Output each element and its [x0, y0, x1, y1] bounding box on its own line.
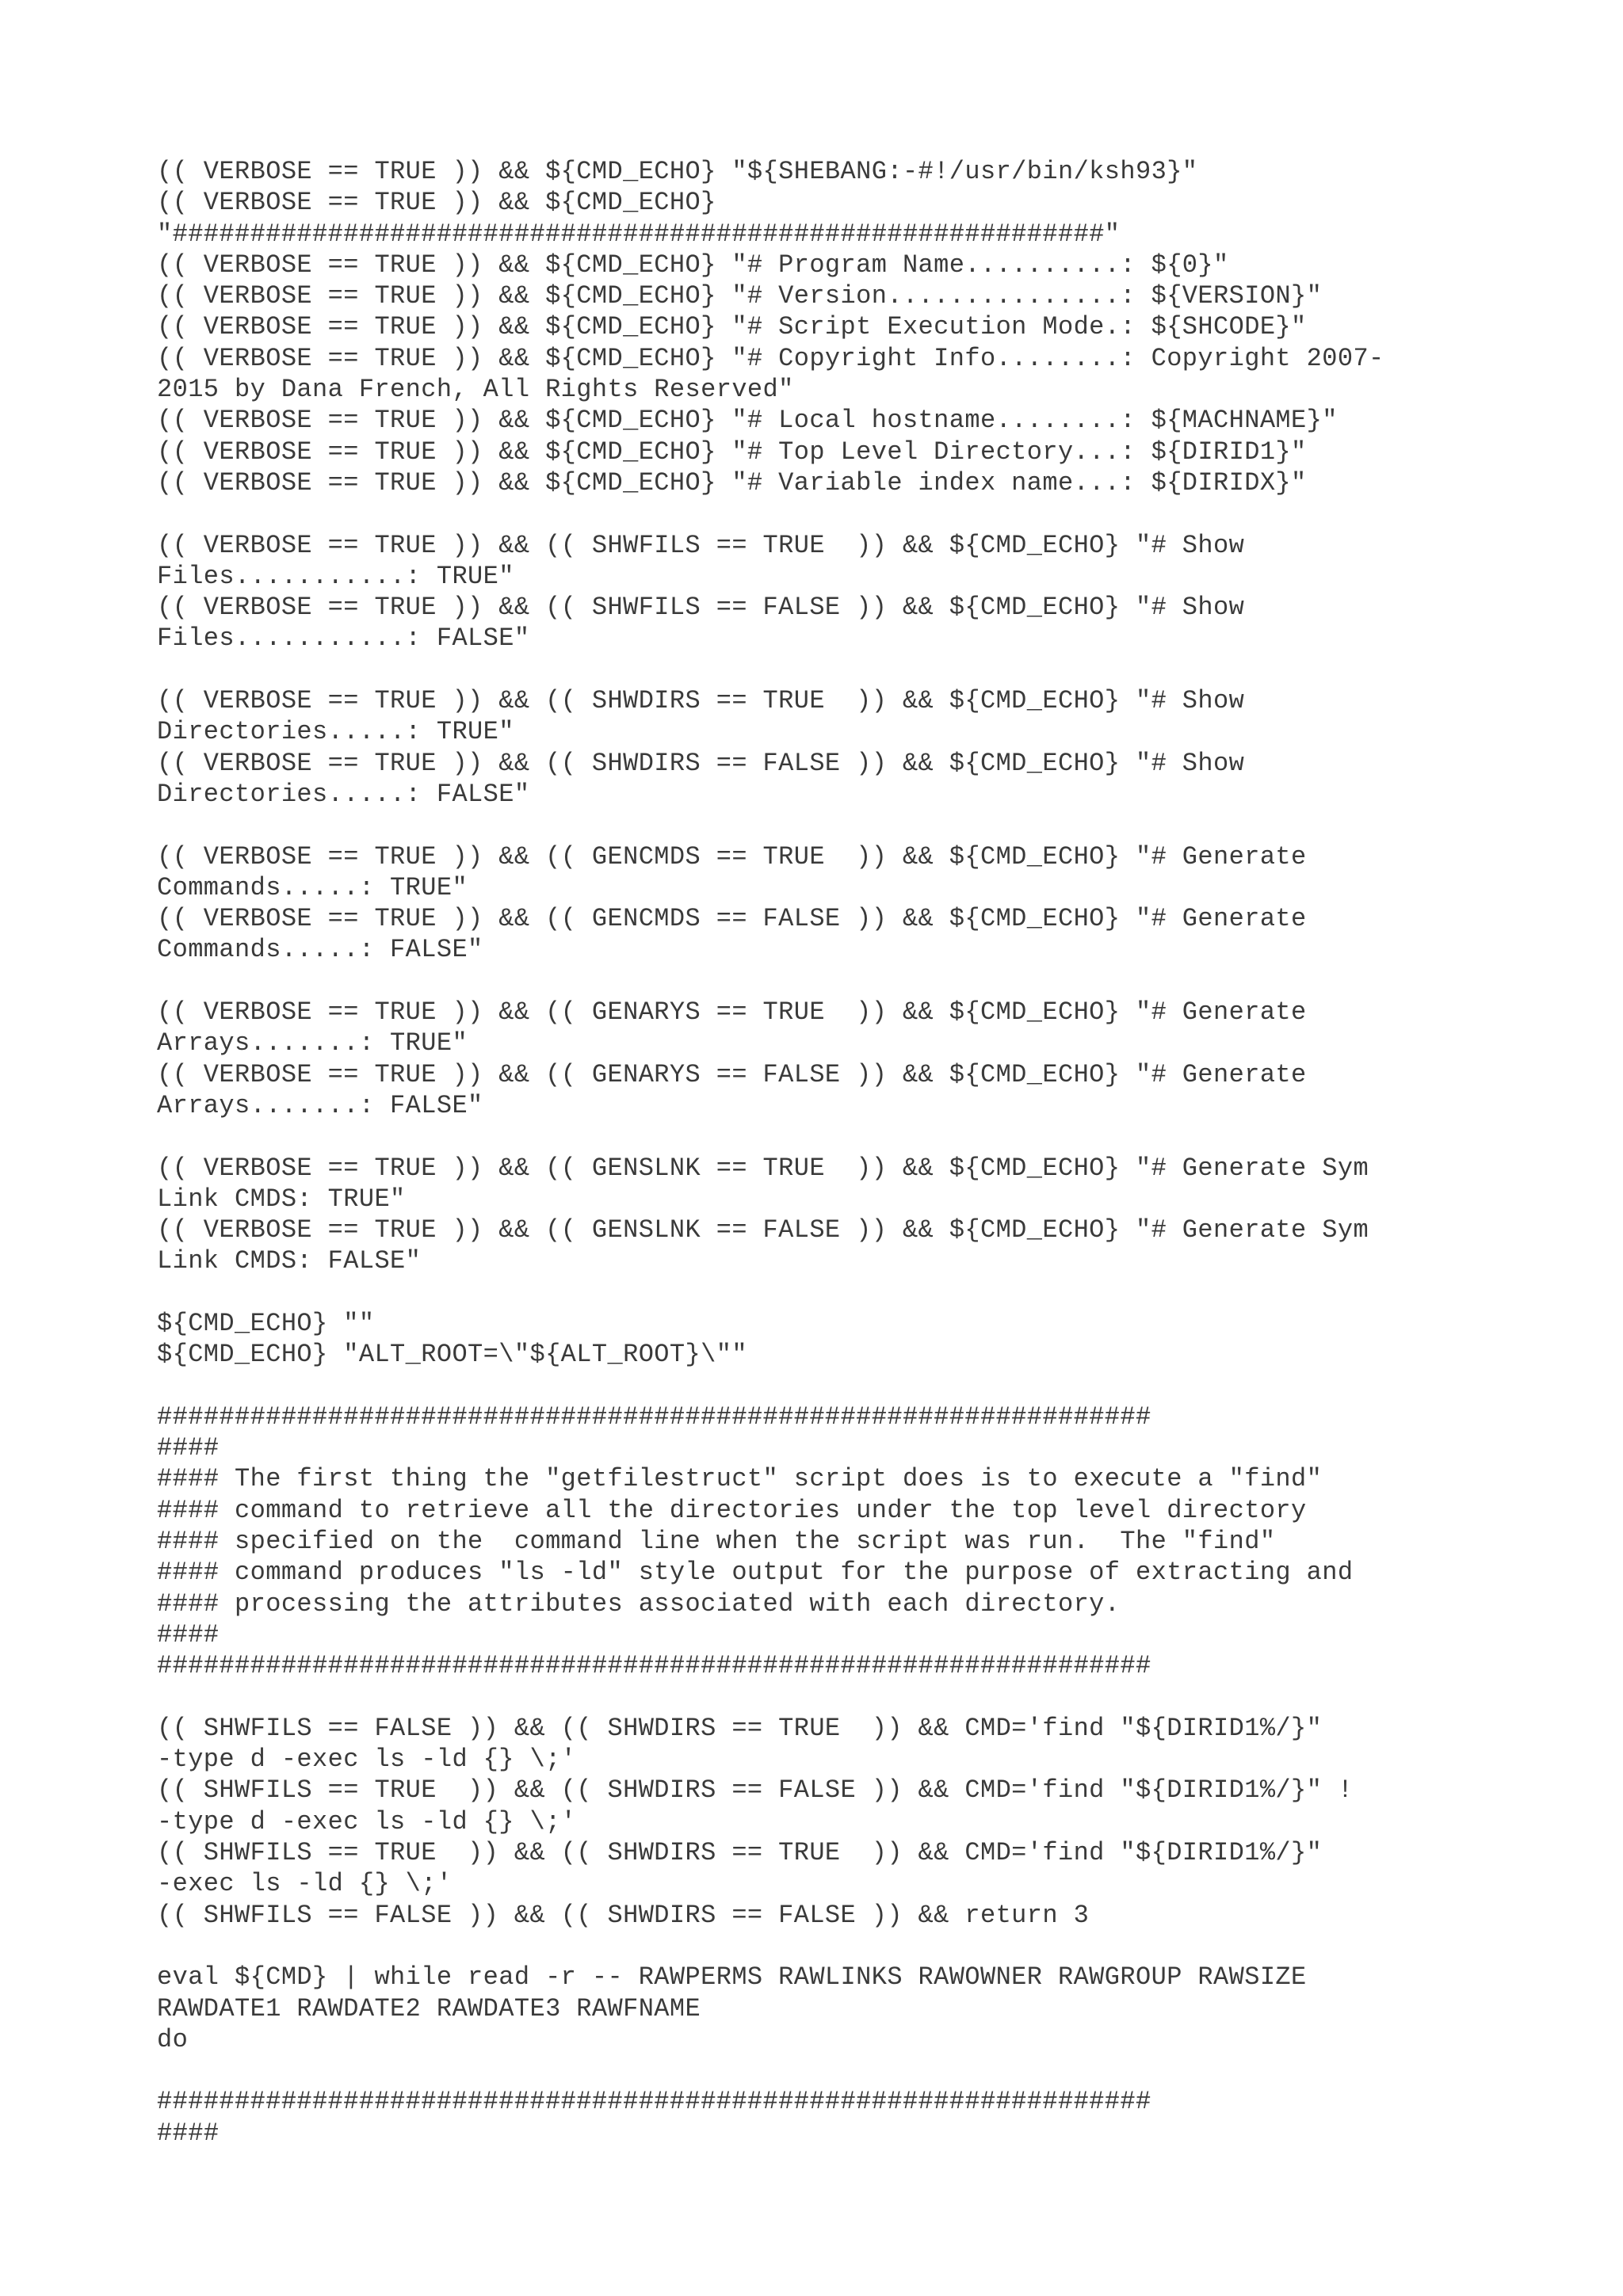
code-line: Directories.....: TRUE": [157, 717, 514, 747]
code-line: do: [157, 2024, 189, 2054]
code-line: Directories.....: FALSE": [157, 779, 530, 809]
code-line: #### specified on the command line when the script was run. The "find": [157, 1527, 1276, 1557]
code-line: #### processing the attributes associated with each directory.: [157, 1589, 1121, 1619]
code-line: [157, 810, 1488, 841]
code-line: #### command to retrieve all the directories under the top level directory: [157, 1495, 1307, 1525]
code-line: ####: [157, 2118, 220, 2148]
code-line: ####: [157, 1619, 220, 1650]
code-line: [157, 498, 1488, 529]
code-line: Link CMDS: TRUE": [157, 1184, 406, 1214]
code-line: Link CMDS: FALSE": [157, 1246, 422, 1276]
code-line: [157, 1682, 1488, 1713]
code-line: RAWDATE1 RAWDATE2 RAWDATE3 RAWFNAME: [157, 1993, 701, 2023]
code-line: ################################################################: [157, 1402, 1151, 1432]
code-line: (( SHWFILS == TRUE )) && (( SHWDIRS == TRUE )) && CMD='find "${DIRID1%/}": [157, 1838, 1323, 1868]
code-line: Files...........: FALSE": [157, 624, 530, 654]
code-line: [157, 1277, 1488, 1308]
code-line: ${CMD_ECHO} "ALT_ROOT=\"${ALT_ROOT}\"": [157, 1340, 747, 1370]
code-line: (( VERBOSE == TRUE )) && (( GENARYS == TRUE )) && ${CMD_ECHO} "# Generate: [157, 997, 1307, 1028]
code-line: (( VERBOSE == TRUE )) && (( GENCMDS == TRUE )) && ${CMD_ECHO} "# Generate: [157, 841, 1307, 871]
code-line: (( VERBOSE == TRUE )) && ${CMD_ECHO} "${SHEBANG:-#!/usr/bin/ksh93}": [157, 157, 1198, 186]
code-line: ${CMD_ECHO} "": [157, 1308, 375, 1338]
code-line: [157, 1121, 1488, 1152]
code-line: (( SHWFILS == FALSE )) && (( SHWDIRS == FALSE )) && return 3: [157, 1900, 1090, 1930]
code-line: #### The first thing the "getfilestruct" script does is to execute a "find": [157, 1464, 1323, 1494]
code-line: (( VERBOSE == TRUE )) && (( SHWFILS == TRUE )) && ${CMD_ECHO} "# Show: [157, 530, 1245, 560]
code-line: (( VERBOSE == TRUE )) && (( GENSLNK == TRUE )) && ${CMD_ECHO} "# Generate Sym: [157, 1153, 1369, 1183]
code-line: Arrays.......: FALSE": [157, 1090, 483, 1120]
code-line: 2015 by Dana French, All Rights Reserved": [157, 375, 794, 405]
code-line: (( VERBOSE == TRUE )) && ${CMD_ECHO} "# Script Execution Mode.: ${SHCODE}": [157, 312, 1307, 342]
code-line: [157, 1931, 1488, 1962]
code-line: Commands.....: FALSE": [157, 935, 483, 965]
code-line: Files...........: TRUE": [157, 561, 514, 591]
code-line: [157, 1371, 1488, 1402]
code-line: (( VERBOSE == TRUE )) && ${CMD_ECHO} "# Copyright Info........: Copyright 2007-: [157, 343, 1384, 373]
code-line: ################################################################: [157, 1651, 1151, 1681]
code-line: (( VERBOSE == TRUE )) && ${CMD_ECHO} "# Version...............: ${VERSION}": [157, 281, 1323, 311]
code-line: [157, 654, 1488, 685]
code-line: (( VERBOSE == TRUE )) && (( GENSLNK == FALSE )) && ${CMD_ECHO} "# Generate Sym: [157, 1215, 1369, 1245]
code-line: (( VERBOSE == TRUE )) && (( SHWDIRS == FALSE )) && ${CMD_ECHO} "# Show: [157, 748, 1245, 778]
code-line: ####: [157, 1433, 220, 1463]
code-line: (( SHWFILS == FALSE )) && (( SHWDIRS == TRUE )) && CMD='find "${DIRID1%/}": [157, 1713, 1323, 1743]
code-line: ################################################################: [157, 2087, 1151, 2117]
code-line: (( VERBOSE == TRUE )) && (( SHWDIRS == TRUE )) && ${CMD_ECHO} "# Show: [157, 686, 1245, 716]
code-line: (( VERBOSE == TRUE )) && ${CMD_ECHO}: [157, 188, 716, 218]
code-line: (( VERBOSE == TRUE )) && (( GENCMDS == FALSE )) && ${CMD_ECHO} "# Generate: [157, 904, 1307, 934]
code-line: "############################################################": [157, 219, 1121, 249]
code-line: (( VERBOSE == TRUE )) && (( SHWFILS == FALSE )) && ${CMD_ECHO} "# Show: [157, 593, 1245, 623]
code-line: -type d -exec ls -ld {} \;': [157, 1806, 577, 1836]
code-line: -exec ls -ld {} \;': [157, 1869, 453, 1899]
code-line: (( VERBOSE == TRUE )) && ${CMD_ECHO} "# Top Level Directory...: ${DIRID1}": [157, 437, 1307, 467]
code-line: [157, 2055, 1488, 2086]
code-line: (( SHWFILS == TRUE )) && (( SHWDIRS == FALSE )) && CMD='find "${DIRID1%/}" !: [157, 1775, 1354, 1806]
code-line: eval ${CMD} | while read -r -- RAWPERMS RAWLINKS RAWOWNER RAWGROUP RAWSIZE: [157, 1962, 1307, 1993]
code-line: [157, 966, 1488, 997]
code-line: #### command produces "ls -ld" style output for the purpose of extracting and: [157, 1558, 1354, 1588]
code-line: (( VERBOSE == TRUE )) && ${CMD_ECHO} "# Variable index name...: ${DIRIDX}": [157, 467, 1307, 498]
code-line: Arrays.......: TRUE": [157, 1028, 468, 1058]
code-line: (( VERBOSE == TRUE )) && ${CMD_ECHO} "# Program Name..........: ${0}": [157, 250, 1229, 280]
code-line: Commands.....: TRUE": [157, 872, 468, 902]
code-line: (( VERBOSE == TRUE )) && (( GENARYS == FALSE )) && ${CMD_ECHO} "# Generate: [157, 1059, 1307, 1089]
code-document: [157, 156, 1488, 2149]
code-line: -type d -exec ls -ld {} \;': [157, 1745, 577, 1775]
code-line: (( VERBOSE == TRUE )) && ${CMD_ECHO} "# Local hostname........: ${MACHNAME}": [157, 406, 1338, 436]
